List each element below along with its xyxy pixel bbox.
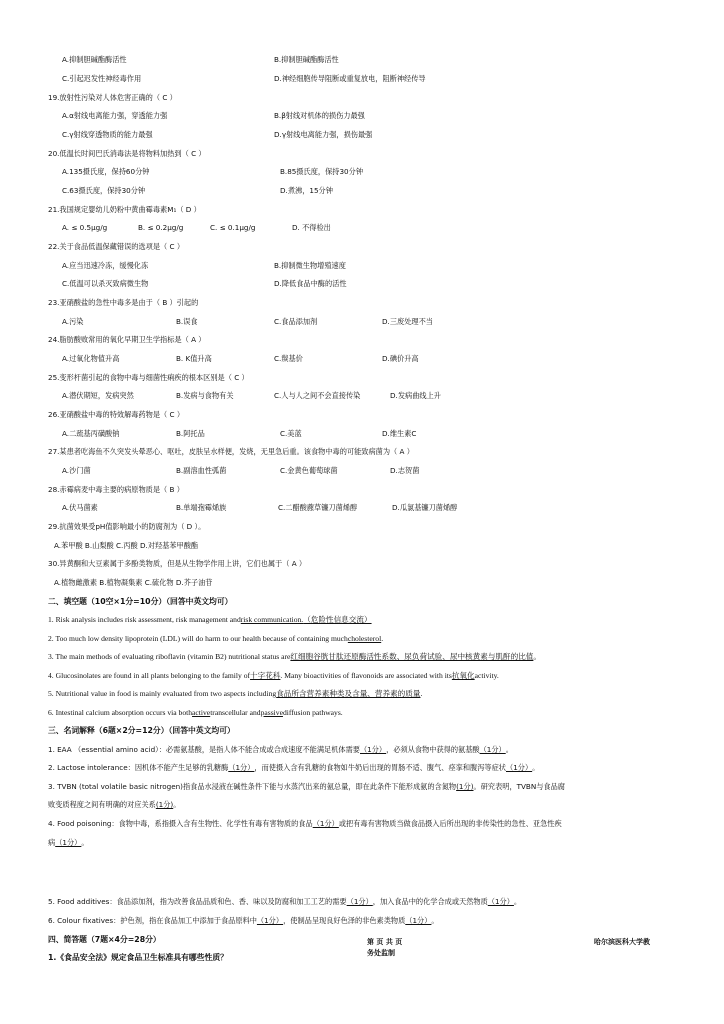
q22-stem: 22.关于食品低温保藏错误的选项是（ C ） (48, 242, 185, 251)
q23-option-d: D.三废处理不当 (382, 317, 433, 326)
q18-option-d: D.神经细胞传导阻断或重复放电，阻断神经传导 (274, 74, 426, 83)
q20-option-b: B.85摄氏度，保持30分钟 (280, 167, 364, 176)
q21-option-d: D. 不得检出 (292, 223, 331, 232)
q25-option-c: C.人与人之间不会直接传染 (274, 391, 361, 400)
q27-option-b: B.副溶血性弧菌 (176, 466, 227, 475)
q23-option-b: B.误食 (176, 317, 198, 326)
q24-option-c: C.羰基价 (274, 354, 303, 363)
term-3-line-2: 败变质程度之间有明确的对应关系(1分)。 (48, 800, 181, 809)
q25-option-b: B.发病与食物有关 (176, 391, 234, 400)
q21-option-b: B. ≤ 0.2μg/g (138, 223, 184, 232)
fill-4: 4. Glucosinolates are found in all plants belonging to the family of十字花科. Many bioactivities of flavonoids are associated with its抗氧化activity. (48, 671, 499, 680)
q23-option-c: C.食品添加剂 (274, 317, 318, 326)
q28-option-a: A.伏马菌素 (62, 503, 98, 512)
q26-option-b: B.阿托品 (176, 429, 205, 438)
fill-6-answer: active (192, 708, 211, 717)
q23-option-a: A.污染 (62, 317, 84, 326)
q25-stem: 25.变形杆菌引起的食物中毒与细菌性痢疾的根本区别是（ C ） (48, 373, 249, 382)
q24-stem: 24.脂肪酸败常用的氧化早期卫生学指标是（ A ） (48, 335, 206, 344)
q20-stem: 20.低温长时间巴氏消毒法是将物料加热到（ C ） (48, 149, 206, 158)
q19-stem: 19.放射性污染对人体危害正确的（ C ） (48, 93, 177, 102)
q24-option-b: B. K值升高 (176, 354, 212, 363)
fill-1: 1. Risk analysis includes risk assessment, risk management andrisk communication.（危险性信息交流） (48, 615, 372, 624)
fill-5-answer: 食品所含营养素种类及含量、营养素的质量 (276, 689, 421, 698)
fill-4-answer-2: 抗氧化 (451, 671, 475, 680)
q22-option-c: C.低温可以杀灭致病微生物 (62, 279, 149, 288)
section-3-title: 三、名词解释（6题×2分=12分）（回答中英文均可） (48, 726, 235, 735)
short-answer-1: 1.《食品安全法》规定食品卫生标准具有哪些性质？ (48, 953, 228, 962)
q30-options: A.植物雌激素 B.植物凝集素 C.硫化物 D.芥子油苷 (54, 578, 213, 587)
fill-6-answer-2: passive (260, 708, 283, 717)
term-2: 2. Lactose intolerance：因机体不能产生足够的乳糖酶（1分），而使摄入含有乳糖的食物如牛奶后出现的胃肠不适、腹气、痉挛和腹泻等症状（1分）。 (48, 763, 540, 772)
q21-option-a: A. ≤ 0.5μg/g (62, 223, 108, 232)
fill-1-answer: risk communication. (240, 615, 304, 624)
term-5: 5. Food additives：食品添加剂，指为改善食品品质和色、香、味以及防腐和加工工艺的需要（1分），加入食品中的化学合成或天然物质（1分）。 (48, 897, 522, 906)
q22-option-a: A.应当迅速冷冻，缓慢化冻 (62, 261, 149, 270)
q20-option-d: D.煮沸，15分钟 (280, 186, 333, 195)
q28-option-c: C.二醋酸藨草镰刀菌烯醇 (278, 503, 358, 512)
q24-option-a: A.过氧化物值升高 (62, 354, 120, 363)
q22-option-b: B.抑制微生物增殖速度 (274, 261, 346, 270)
fill-6: 6. Intestinal calcium absorption occurs via bothactivetranscellular andpassivediffusion pathways. (48, 708, 343, 717)
section-2-title: 二、填空题（10空×1分=10分）（回答中英文均可） (48, 597, 233, 606)
term-6: 6. Colour fixatives：护色剂，指在食品加工中添加于食品原料中（1分），使制品呈现良好色泽的非色素类物质（1分）。 (48, 916, 439, 925)
q19-option-c: C.γ射线穿透物质的能力最强 (62, 130, 153, 139)
q20-option-c: C.63摄氏度，保持30分钟 (62, 186, 146, 195)
q26-stem: 26.亚硝酸盐中毒的特效解毒药物是（ C ） (48, 410, 185, 419)
q25-option-a: A.潜伏期短，发病突然 (62, 391, 134, 400)
fill-4-answer: 十字花科 (250, 671, 281, 680)
fill-2: 2. Too much low density lipoprotein (LDL) will do harm to our health because of containing muchcholesterol. (48, 634, 384, 643)
q18-option-a: A.抑制胆碱酯酶活性 (62, 55, 127, 64)
section-4-title: 四、简答题（7题×4分=28分） (48, 935, 161, 944)
q21-option-c: C. ≤ 0.1μg/g (210, 223, 256, 232)
q26-option-d: D.维生素C (382, 429, 417, 438)
fill-3: 3. The main methods of evaluating riboflavin (vitamin B2) nutritional status are红细胞谷胱甘肽还原酶活性系数、尿负荷试验、尿中核黄素与肌酐的比值。 (48, 652, 541, 661)
q27-option-a: A.沙门菌 (62, 466, 91, 475)
q22-option-d: D.降低食品中酶的活性 (274, 279, 347, 288)
q26-option-c: C.美蓝 (280, 429, 302, 438)
footer-school: 哈尔滨医科大学教 (594, 938, 650, 946)
q27-option-d: D.志贺菌 (390, 466, 420, 475)
q29-options: A.苯甲酸 B.山梨酸 C.丙酸 D.对羟基苯甲酸酯 (54, 541, 199, 550)
q19-option-d: D.γ射线电离能力强，损伤最强 (274, 130, 373, 139)
q28-option-d: D.瓜氯基镰刀菌烯醇 (392, 503, 458, 512)
q30-stem: 30.异黄酮和大豆素属于多酚类物质，但是从生物学作用上讲，它们也属于（ A ） (48, 559, 307, 568)
q21-stem: 21.我国规定婴幼儿奶粉中黄曲霉毒素M₁（ D ） (48, 205, 201, 214)
q25-option-d: D.发病曲线上升 (390, 391, 441, 400)
q28-option-b: B.单端孢霉烯族 (176, 503, 227, 512)
footer-office: 务处监制 (367, 949, 395, 957)
term-4-line-1: 4. Food poisoning：食物中毒，系指摄入含有生物性、化学性有毒有害物质的食品（1分）或把有毒有害物质当做食品摄入后所出现的非传染性的急性、亚急性疾 (48, 819, 562, 828)
fill-5: 5. Nutritional value in food is mainly evaluated from two aspects including食品所含营养素种类及含量、营养素的质量. (48, 689, 423, 698)
fill-3-answer: 红细胞谷胱甘肽还原酶活性系数、尿负荷试验、尿中核黄素与肌酐的比值 (290, 652, 534, 661)
q29-stem: 29.抗菌效果受pH值影响最小的防腐剂为（ D ）。 (48, 522, 206, 531)
q26-option-a: A.二巯基丙磺酸钠 (62, 429, 120, 438)
q19-option-b: B.β射线对机体的损伤力最强 (274, 111, 365, 120)
q24-option-d: D.碘价升高 (382, 354, 419, 363)
q27-option-c: C.金黄色葡萄球菌 (280, 466, 338, 475)
fill-2-answer: cholesterol (347, 634, 382, 643)
term-1: 1. EAA （essential amino acid）：必需氨基酸，是指人体不能合成或合成速度不能满足机体需要（1分），必须从食物中获得的氨基酸（1分）。 (48, 745, 513, 754)
q20-option-a: A.135摄氏度，保持60分钟 (62, 167, 150, 176)
q28-stem: 28.赤霉病麦中毒主要的病原物质是（ B ） (48, 485, 184, 494)
footer-page-count: 第 页 共 页 (367, 938, 403, 946)
q27-stem: 27.某患者吃海鱼不久突发头晕恶心、呕吐，皮肤呈水样便，发烧，无里急后重。该食物中毒的可能致病菌为（ A ） (48, 447, 414, 456)
term-3-line-1: 3. TVBN (total volatile basic nitrogen)指食品水浸液在碱性条件下能与水蒸汽出来的氨总量，即在此条件下能形成氨的含氮物(1分)。研究表明，TVBN与食品腐 (48, 782, 565, 791)
term-4-line-2: 病（1分）。 (48, 838, 89, 847)
q19-option-a: A.α射线电离能力强，穿透能力强 (62, 111, 168, 120)
q18-option-b: B.抑制胆碱酯酶活性 (274, 55, 339, 64)
q23-stem: 23.亚硝酸盐的急性中毒多是由于（ B ）引起的 (48, 298, 199, 307)
q18-option-c: C.引起迟发性神经毒作用 (62, 74, 142, 83)
